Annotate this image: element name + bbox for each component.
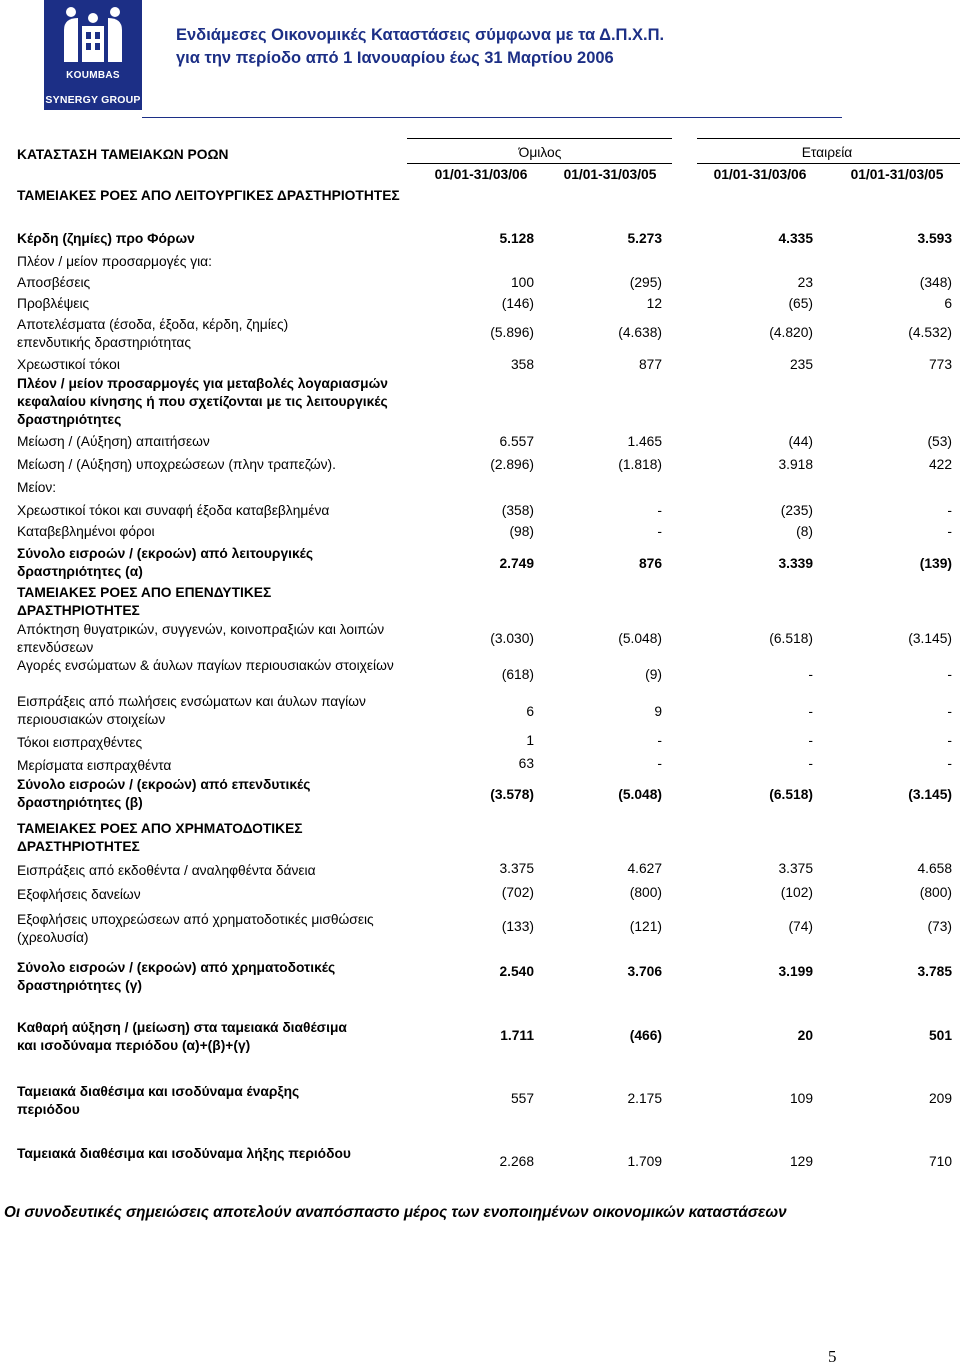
cell-company-2005: - [947,524,952,539]
row-label: Χρεωστικοί τόκοι και συναφή έξοδα καταβεβλημένα [17,503,330,518]
cell-group-2006: 100 [510,275,534,290]
cell-company-2005: (3.145) [908,787,952,802]
cell-company-2006: 3.199 [778,964,813,979]
row-label: Ταμειακά διαθέσιμα και ισοδύναμα έναρξης περιόδου [17,1084,300,1117]
cell-group-2006: 2.540 [499,964,534,979]
cell-group-2006: 1.711 [500,1028,534,1043]
cell-group-2006: (3.030) [490,631,534,646]
cell-company-2006: (74) [788,919,813,934]
cell-company-2006: 20 [797,1028,813,1043]
cell-company-2005: - [947,667,952,682]
row-label: Εξοφλήσεις υποχρεώσεων από χρηματοδοτικές μισθώσεις (χρεολυσία) [17,912,374,945]
group-header-rule [407,138,672,139]
cell-group-2005: (466) [629,1028,662,1043]
cell-company-2005: 3.785 [917,964,952,979]
row-label: Ταμειακά διαθέσιμα και ισοδύναμα λήξης περιόδου [17,1146,351,1161]
cell-company-2006: 3.918 [778,457,813,472]
period-header: 01/01-31/03/05 [850,167,944,182]
cell-company-2005: 3.593 [917,231,952,246]
row-label: Εισπράξεις από εκδοθέντα / αναληφθέντα δάνεια [17,863,316,878]
cell-company-2006: (44) [788,434,813,449]
row-label: Τόκοι εισπραχθέντες [17,735,143,750]
cell-group-2006: 1 [526,733,534,748]
company-header-rule-bottom [697,163,960,164]
cell-group-2006: (358) [501,503,534,518]
row-label: Αποσβέσεις [17,275,91,290]
cell-company-2006: (65) [788,296,813,311]
cell-group-2005: (9) [645,667,662,682]
cell-company-2006: (102) [780,885,813,900]
cell-group-2005: 2.175 [627,1091,662,1106]
row-label: ΤΑΜΕΙΑΚΕΣ ΡΟΕΣ ΑΠΟ ΧΡΗΜΑΤΟΔΟΤΙΚΕΣ ΔΡΑΣΤΗΡΙΟΤΗΤΕΣ [17,821,303,854]
cell-group-2006: (3.578) [490,787,534,802]
logo-brand: KOUMBAS [66,70,120,81]
cell-group-2005: 877 [638,357,662,372]
cell-group-2005: 9 [654,704,662,719]
row-label: Μερίσματα εισπραχθέντα [17,758,172,773]
row-label: Μείωση / (Αύξηση) υποχρεώσεων (πλην τραπεζών). [17,457,336,472]
cell-company-2005: (3.145) [908,631,952,646]
cell-company-2006: - [808,667,813,682]
cell-group-2005: 5.273 [627,231,662,246]
cell-company-2006: 109 [789,1091,813,1106]
cell-group-2005: (800) [629,885,662,900]
cell-company-2005: (139) [919,556,952,571]
group-column-header: Όμιλος [518,145,562,160]
period-header: 01/01-31/03/06 [434,167,528,182]
row-label: Καταβεβλημένοι φόροι [17,524,155,539]
cell-group-2006: (133) [501,919,534,934]
row-label: Σύνολο εισροών / (εκροών) από χρηματοδοτικές δραστηριότητες (γ) [17,960,336,993]
cell-company-2006: - [808,704,813,719]
cell-group-2006: 63 [518,756,534,771]
row-label: Πλέον / μείον προσαρμογές για: [17,254,212,269]
cell-company-2006: (4.820) [769,325,813,340]
cell-group-2005: (5.048) [618,631,662,646]
cell-company-2006: 3.339 [778,556,813,571]
row-label: Μείωση / (Αύξηση) απαιτήσεων [17,434,210,449]
cell-group-2005: 4.627 [627,861,662,876]
cell-group-2006: (98) [509,524,534,539]
company-column-header: Εταιρεία [801,145,853,160]
cell-company-2006: - [808,733,813,748]
row-label: Καθαρή αύξηση / (μείωση) στα ταμειακά διαθέσιμα και ισοδύναμα περιόδου (α)+(β)+(γ) [17,1020,347,1053]
row-label: Πλέον / μείον προσαρμογές για μεταβολές λογαριασμών κεφαλαίου κίνησης ή που σχετίζονται με τις λειτουργικές δραστηριότητες [17,376,388,427]
cell-group-2006: 2.749 [499,556,534,571]
cell-company-2006: 3.375 [778,861,813,876]
cell-company-2006: - [808,756,813,771]
cell-group-2005: 876 [638,556,662,571]
cell-company-2005: 501 [928,1028,952,1043]
cell-company-2005: (800) [919,885,952,900]
cell-group-2005: (1.818) [618,457,662,472]
cell-company-2005: 209 [928,1091,952,1106]
cell-company-2006: 235 [789,357,813,372]
cell-company-2005: - [947,756,952,771]
cell-company-2006: (8) [796,524,813,539]
cell-company-2005: - [947,704,952,719]
group-header-rule-bottom [407,163,672,164]
cell-group-2006: 557 [510,1091,534,1106]
cell-company-2006: 129 [789,1154,813,1169]
company-header-rule [697,138,960,139]
cell-group-2005: - [657,524,662,539]
cell-group-2006: 6.557 [499,434,534,449]
cell-group-2006: (702) [501,885,534,900]
cell-group-2005: 1.709 [627,1154,662,1169]
period-header: 01/01-31/03/06 [713,167,807,182]
cell-group-2006: (146) [501,296,534,311]
title-line-2: για την περίοδο από 1 Ιανουαρίου έως 31 Μαρτίου 2006 [176,49,614,67]
row-label: Κέρδη (ζημίες) προ Φόρων [17,231,195,246]
row-label: ΤΑΜΕΙΑΚΕΣ ΡΟΕΣ ΑΠΟ ΕΠΕΝΔΥΤΙΚΕΣ ΔΡΑΣΤΗΡΙΟΤΗΤΕΣ [17,585,272,618]
cell-company-2005: (53) [927,434,952,449]
cell-group-2006: (618) [501,667,534,682]
cell-group-2006: (5.896) [490,325,534,340]
page-number: 5 [828,1347,837,1366]
cell-group-2006: 5.128 [499,231,534,246]
footnote: Οι συνοδευτικές σημειώσεις αποτελούν αναπόσπαστο μέρος των ενοποιημένων οικονομικών καταστάσεων [4,1204,787,1221]
cell-group-2005: 1.465 [627,434,662,449]
cell-company-2005: 6 [944,296,952,311]
cell-group-2005: - [657,756,662,771]
cell-group-2005: (5.048) [618,787,662,802]
statement-title: ΚΑΤΑΣΤΑΣΗ ΤΑΜΕΙΑΚΩΝ ΡΟΩΝ [17,147,229,162]
row-label: Αγορές ενσώματων & άυλων παγίων περιουσιακών στοιχείων [17,658,394,673]
cell-group-2006: 6 [526,704,534,719]
cell-group-2005: - [657,503,662,518]
row-label: Εξοφλήσεις δανείων [17,887,141,902]
cell-group-2006: 358 [510,357,534,372]
cell-company-2005: - [947,503,952,518]
row-label: Απόκτηση θυγατρικών, συγγενών, κοινοπραξιών και λοιπών επενδύσεων [17,622,385,655]
cell-company-2005: 4.658 [917,861,952,876]
cell-group-2006: 2.268 [499,1154,534,1169]
cell-company-2006: (6.518) [769,787,813,802]
cell-group-2005: 12 [646,296,662,311]
row-label: Εισπράξεις από πωλήσεις ενσώματων και άυλων παγίων περιουσιακών στοιχείων [17,694,366,727]
cell-group-2005: - [657,733,662,748]
cell-company-2005: 773 [928,357,952,372]
cell-company-2005: 422 [928,457,952,472]
row-label: Χρεωστικοί τόκοι [17,357,120,372]
cell-company-2005: 710 [928,1154,952,1169]
cell-company-2005: (4.532) [908,325,952,340]
logo-group: SYNERGY GROUP [45,94,141,106]
cell-group-2005: (295) [629,275,662,290]
cell-group-2005: 3.706 [627,964,662,979]
cell-company-2006: (235) [780,503,813,518]
cell-group-2005: (121) [629,919,662,934]
row-label: ΤΑΜΕΙΑΚΕΣ ΡΟΕΣ ΑΠΟ ΛΕΙΤΟΥΡΓΙΚΕΣ ΔΡΑΣΤΗΡΙΟΤΗΤΕΣ [17,188,400,203]
period-header: 01/01-31/03/05 [563,167,657,182]
row-label: Προβλέψεις [17,296,90,311]
cell-company-2006: 4.335 [778,231,813,246]
title-line-1: Ενδιάμεσες Οικονομικές Καταστάσεις σύμφωνα με τα Δ.Π.Χ.Π. [176,26,665,44]
row-label: Αποτελέσματα (έσοδα, έξοδα, κέρδη, ζημίες) επενδυτικής δραστηριότητας [17,317,289,350]
row-label: Μείον: [17,480,57,495]
cell-company-2006: (6.518) [769,631,813,646]
cell-company-2006: 23 [797,275,813,290]
cell-group-2006: (2.896) [490,457,534,472]
row-label: Σύνολο εισροών / (εκροών) από λειτουργικές δραστηριότητες (α) [17,546,314,579]
cell-company-2005: (73) [927,919,952,934]
cell-company-2005: - [947,733,952,748]
cell-group-2006: 3.375 [499,861,534,876]
row-label: Σύνολο εισροών / (εκροών) από επενδυτικές δραστηριότητες (β) [17,777,311,810]
cell-company-2005: (348) [919,275,952,290]
cell-group-2005: (4.638) [618,325,662,340]
